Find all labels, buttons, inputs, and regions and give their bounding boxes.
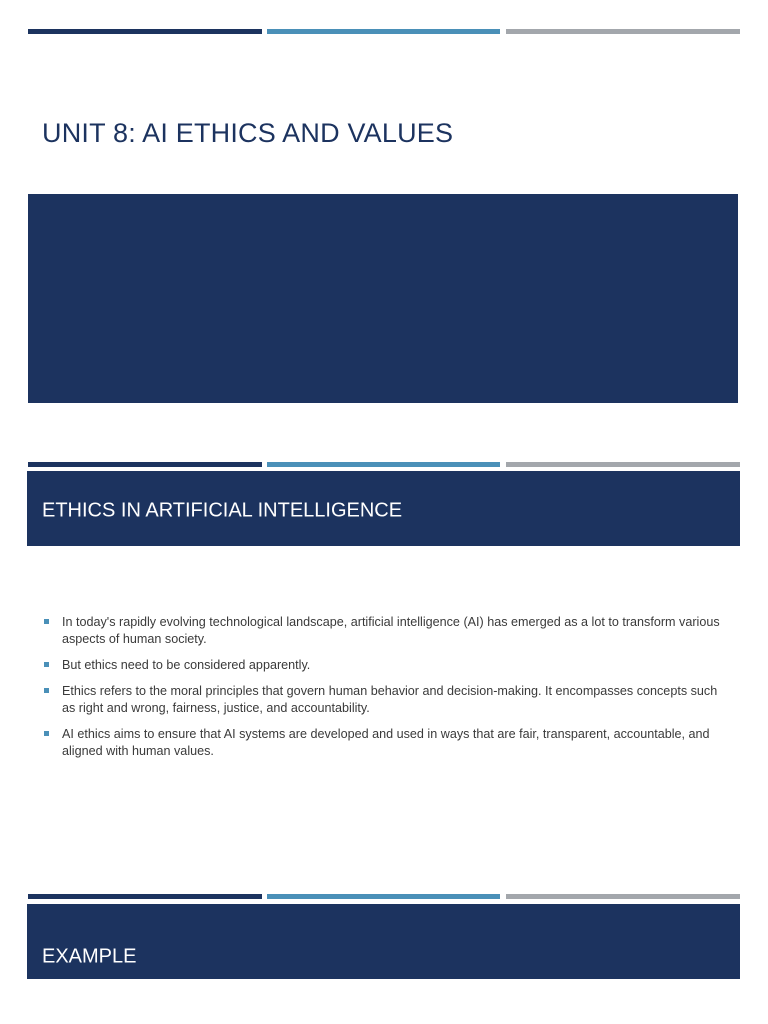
accent-stripe-gray <box>506 894 740 899</box>
slide-title: UNIT 8: AI ETHICS AND VALUES <box>42 118 454 148</box>
accent-stripe-navy <box>28 462 262 467</box>
square-bullet-icon <box>44 731 49 736</box>
list-item <box>42 614 722 648</box>
section-title: EXAMPLE <box>42 945 137 968</box>
accent-stripe-blue <box>267 894 500 899</box>
accent-stripe-navy <box>28 29 262 34</box>
accent-stripe-blue <box>267 462 500 467</box>
content-block <box>28 194 738 403</box>
bullet-text: Ethics refers to the moral principles that govern human behavior and decision-making. It encompasses concepts such as right and wrong, fairness, justice, and accountability. <box>62 684 718 715</box>
section-header <box>27 471 740 546</box>
section-title: ETHICS IN ARTIFICIAL INTELLIGENCE <box>42 499 403 522</box>
accent-stripe-navy <box>28 894 262 899</box>
square-bullet-icon <box>44 662 49 667</box>
accent-stripe-gray <box>506 462 740 467</box>
accent-stripe-blue <box>267 29 500 34</box>
bullet-list <box>42 614 722 769</box>
section-header <box>27 904 740 979</box>
bullet-text: In today's rapidly evolving technological landscape, artificial intelligence (AI) has emerged as a lot to transform various aspects of human society. <box>62 615 720 646</box>
square-bullet-icon <box>44 688 49 693</box>
bullet-text: AI ethics aims to ensure that AI systems are developed and used in ways that are fair, transparent, accountable, and aligned with human values. <box>62 727 710 758</box>
bullet-text: But ethics need to be considered apparently. <box>62 658 311 672</box>
accent-stripe-gray <box>506 29 740 34</box>
list-item <box>42 657 722 674</box>
square-bullet-icon <box>44 619 49 624</box>
list-item <box>42 726 722 760</box>
list-item <box>42 683 722 717</box>
